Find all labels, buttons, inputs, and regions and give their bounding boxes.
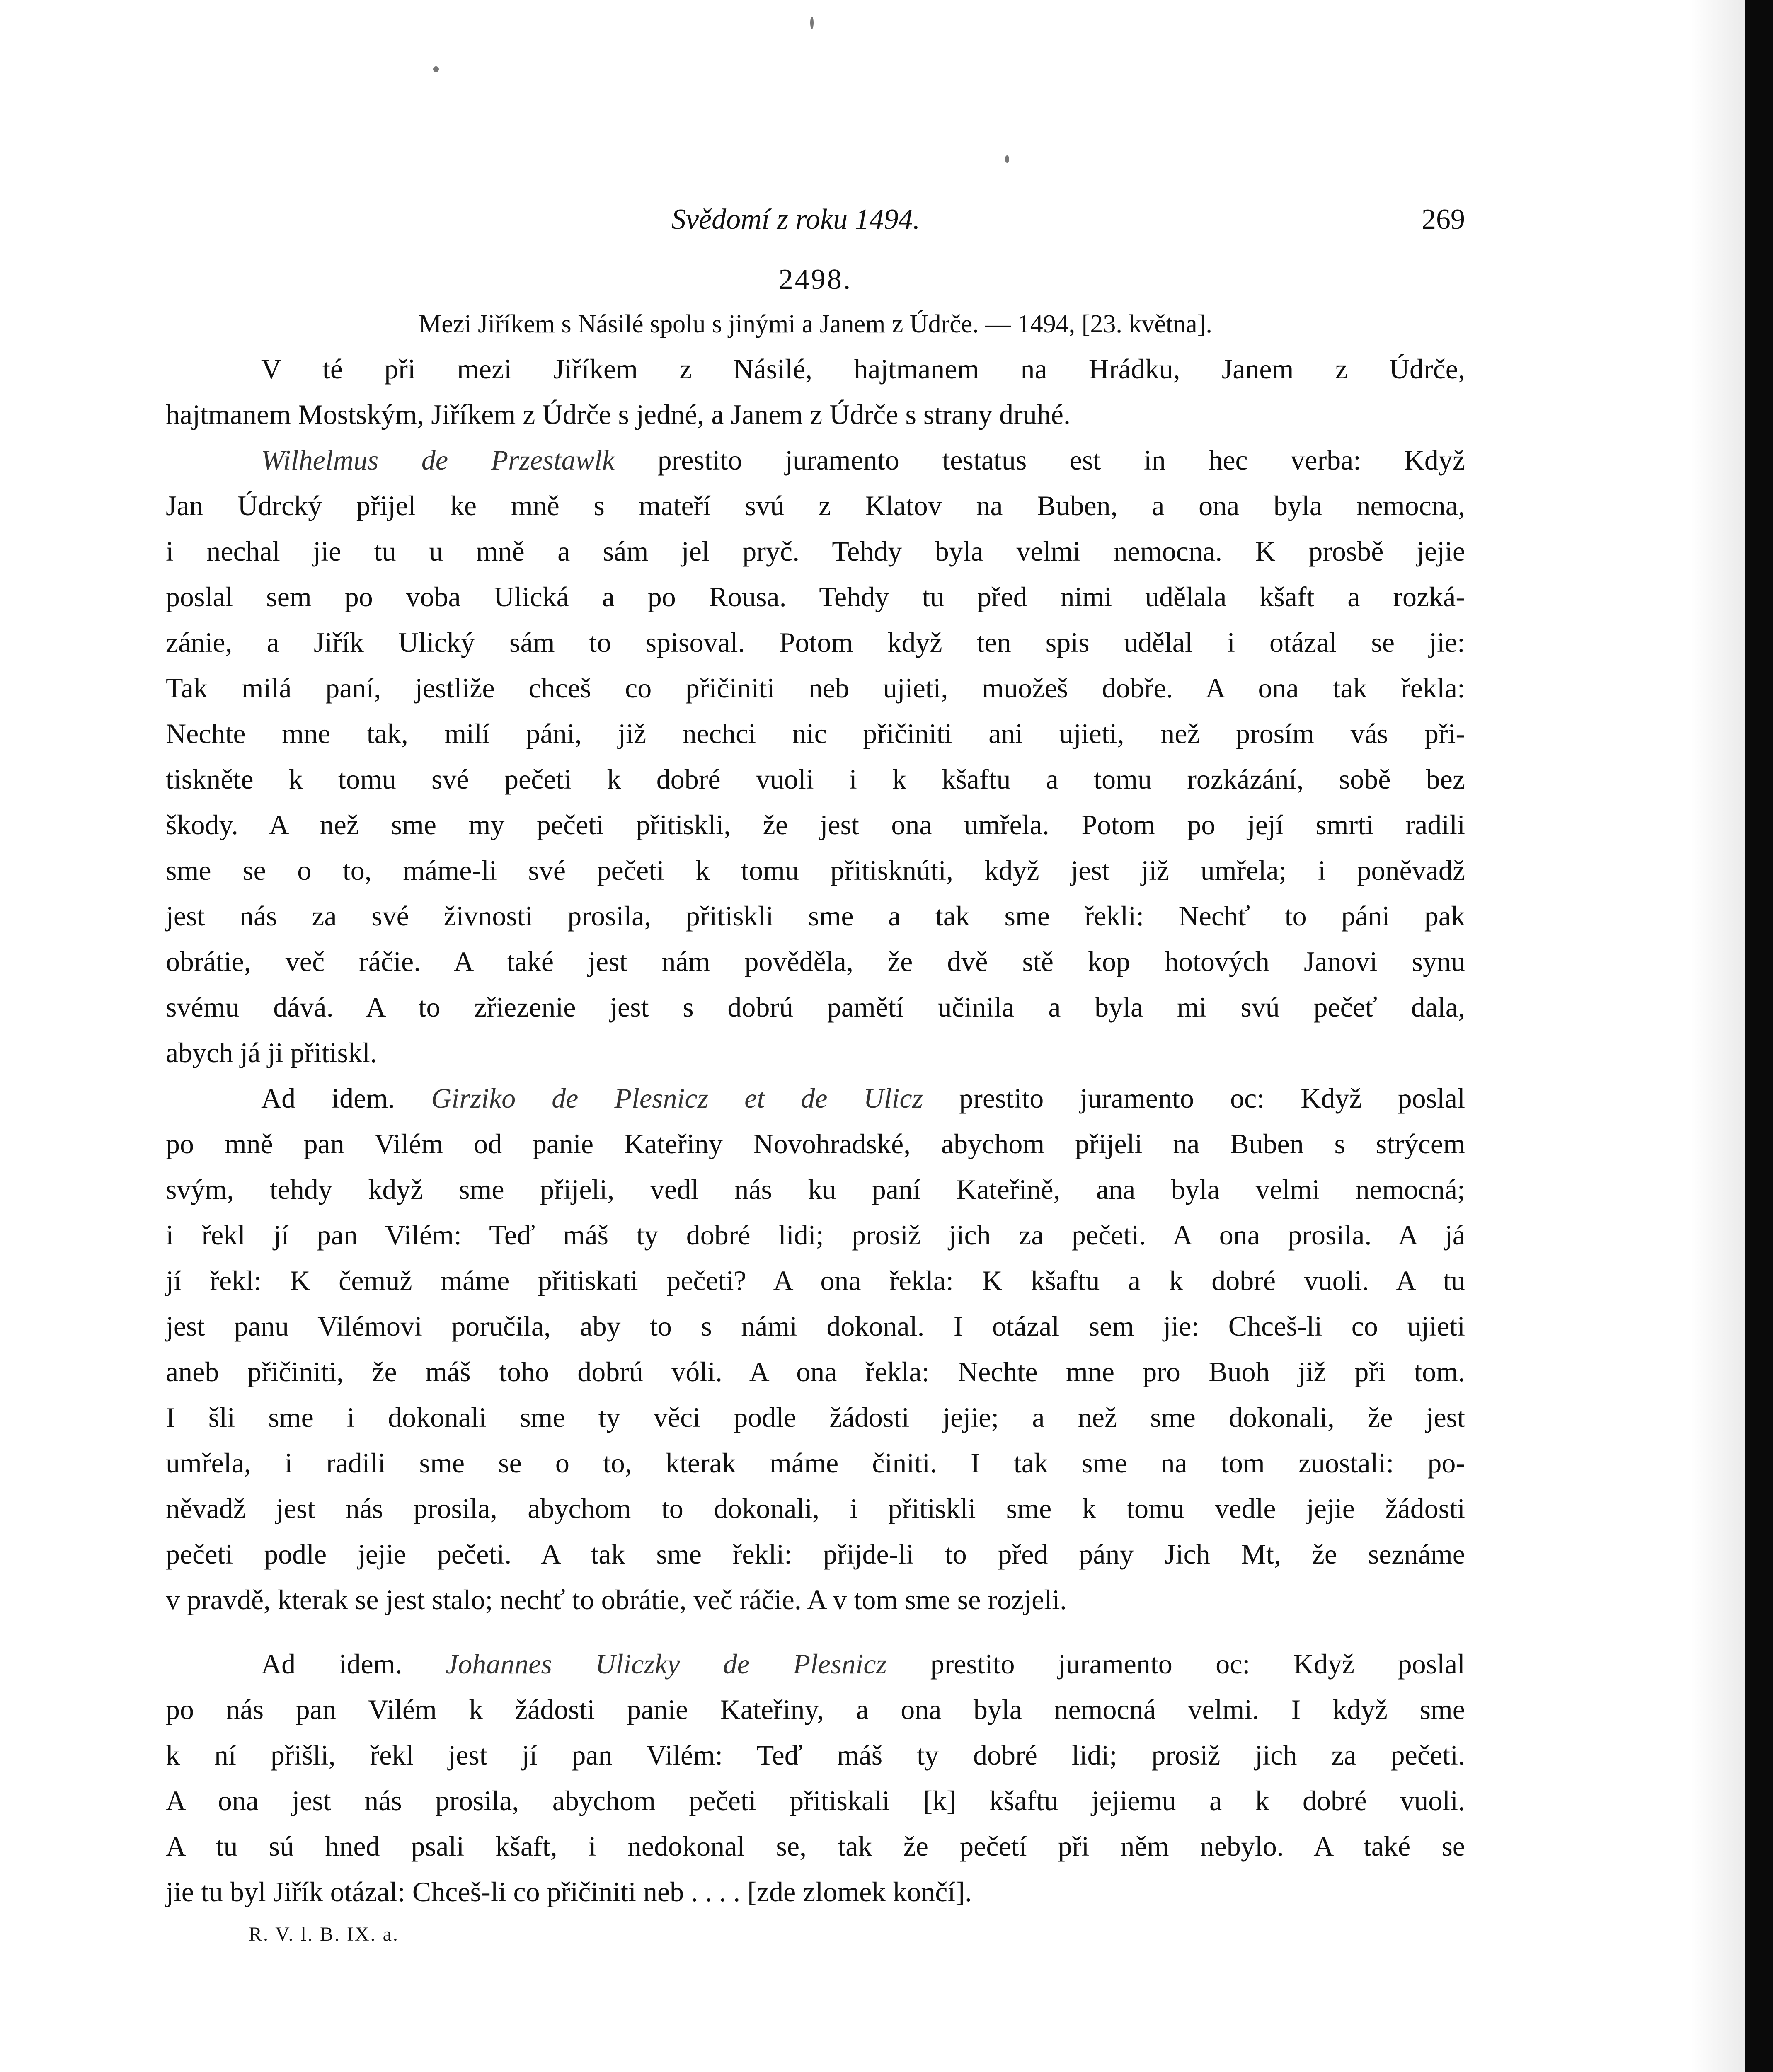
testimony-line: aneb přičiniti, že máš toho dobrú vóli. A ona řekla: Nechte mne pro Buoh již při tom. <box>166 1356 1465 1387</box>
scan-speck <box>1005 155 1009 163</box>
testimony-line: umřela, i radili sme se o to, kterak máme činiti. I tak sme na tom zuostali: po- <box>166 1447 1465 1479</box>
testimony-text: prestito juramento oc: Když poslal <box>959 1082 1465 1114</box>
running-head <box>166 182 1465 244</box>
testimony-line: poslal sem po voba Ulická a po Rousa. Tehdy tu před nimi udělala kšaft a rozká- <box>166 581 1465 612</box>
witness-name: Johannes Uliczky de Plesnicz <box>446 1648 887 1680</box>
testimony-text: prestito juramento oc: Když poslal <box>930 1648 1465 1680</box>
testimony-1 <box>166 437 1465 1075</box>
testimony-line: v pravdě, kterak se jest stalo; nechť to obrátie, več ráčie. A v tom sme se rozjeli. <box>166 1584 1067 1615</box>
testimony-line: svému dává. A to zřiezenie jest s dobrú pamětí učinila a byla mi svú pečeť dala, <box>166 991 1465 1023</box>
testimony-line: něvadž jest nás prosila, abychom to dokonali, i přitiskli sme k tomu vedle jejie žádosti <box>166 1493 1465 1524</box>
testimony-line: po nás pan Vilém k žádosti panie Kateřiny, a ona byla nemocná velmi. I když sme <box>166 1694 1465 1725</box>
running-title: Svědomí z roku 1494. <box>671 203 920 235</box>
testimony-line: Nechte mne tak, milí páni, již nechci nic přičiniti ani ujieti, než prosím vás při- <box>166 718 1465 749</box>
testimony-line: Jan Údrcký přijel ke mně s mateří svú z Klatov na Buben, a ona byla nemocna, <box>166 490 1465 521</box>
testimony-line: k ní přišli, řekl jest jí pan Vilém: Teď máš ty dobré lidi; prosiž jich za pečeti. <box>166 1739 1465 1771</box>
testimony-2 <box>166 1075 1465 1622</box>
testimony-first-line <box>166 1641 1465 1687</box>
testimony-line: po mně pan Vilém od panie Kateřiny Novohradské, abychom přijeli na Buben s strýcem <box>166 1128 1465 1159</box>
testimony-lead: Ad idem. <box>261 1648 402 1680</box>
testimony-line: škody. A než sme my pečeti přitiskli, že jest ona umřela. Potom po její smrti radili <box>166 809 1465 840</box>
page-text <box>166 182 1465 1946</box>
testimony-line: jest nás za své živnosti prosila, přitiskli sme a tak sme řekli: Nechť to páni pak <box>166 900 1465 932</box>
scan-speck <box>433 66 439 72</box>
page-number: 269 <box>1422 203 1465 235</box>
regest-paragraph <box>166 346 1465 437</box>
testimony-line: jí řekl: K čemuž máme přitiskati pečeti? A ona řekla: K kšaftu a k dobré vuoli. A tu <box>166 1265 1465 1296</box>
testimony-line: i nechal jie tu u mně a sám jel pryč. Tehdy byla velmi nemocna. K prosbě jejie <box>166 535 1465 567</box>
regest-line: hajtmanem Mostským, Jiříkem z Údrče s jedné, a Janem z Údrče s strany druhé. <box>166 399 1071 430</box>
testimony-line: zánie, a Jiřík Ulický sám to spisoval. Potom když ten spis udělal i otázal se jie: <box>166 627 1465 658</box>
testimony-line: svým, tehdy když sme přijeli, vedl nás ku paní Kateřině, ana byla velmi nemocná; <box>166 1174 1465 1205</box>
regest-line: V té při mezi Jiříkem z Násilé, hajtmanem na Hrádku, Janem z Údrče, <box>261 353 1465 385</box>
document-number: 2498. <box>778 264 853 295</box>
scan-speck <box>810 17 814 29</box>
testimony-3 <box>166 1641 1465 1915</box>
testimony-text: prestito juramento testatus est in hec verba: Když <box>657 444 1465 476</box>
testimony-first-line <box>166 437 1465 483</box>
testimony-line: tiskněte k tomu své pečeti k dobré vuoli i k kšaftu a tomu rozkázání, sobě bez <box>166 763 1465 795</box>
testimony-line: sme se o to, máme-li své pečeti k tomu přitisknúti, když jest již umřela; i poněvadž <box>166 854 1465 886</box>
witness-name: Girziko de Plesnicz et de Ulicz <box>431 1082 923 1114</box>
testimony-line: i řekl jí pan Vilém: Teď máš ty dobré lidi; prosiž jich za pečeti. A ona prosila. A já <box>166 1219 1465 1251</box>
testimony-line: A tu sú hned psali kšaft, i nedokonal se, tak že pečetí při něm nebylo. A také se <box>166 1830 1465 1862</box>
testimony-line: A ona jest nás prosila, abychom pečeti přitiskali [k] kšaftu jejiemu a k dobré vuoli. <box>166 1785 1465 1816</box>
testimony-line: abych já ji přitiskl. <box>166 1037 377 1068</box>
document-summary: Mezi Jiříkem s Násilé spolu s jinými a Janem z Údrče. — 1494, [23. května]. <box>419 310 1212 338</box>
testimony-line: obrátie, več ráčie. A také jest nám pověděla, že dvě stě kop hotových Janovi synu <box>166 946 1465 977</box>
testimony-line: jie tu byl Jiřík otázal: Chceš-li co přičiniti neb . . . . [zde zlomek končí]. <box>166 1876 972 1907</box>
testimony-first-line <box>166 1075 1465 1121</box>
testimony-line: Tak milá paní, jestliže chceš co přičiniti neb ujieti, muožeš dobře. A ona tak řekla: <box>166 672 1465 704</box>
archive-signature: R. V. l. B. IX. a. <box>249 1923 399 1945</box>
testimony-line: pečeti podle jejie pečeti. A tak sme řekli: přijde-li to před pány Jich Mt, že seznáme <box>166 1538 1465 1570</box>
testimony-line: I šli sme i dokonali sme ty věci podle žádosti jejie; a než sme dokonali, že jest <box>166 1402 1465 1433</box>
witness-name: Wilhelmus de Przestawlk <box>261 444 615 476</box>
testimony-lead: Ad idem. <box>261 1082 395 1114</box>
testimony-line: jest panu Vilémovi poručila, aby to s námi dokonal. I otázal sem jie: Chceš-li co ujieti <box>166 1310 1465 1342</box>
